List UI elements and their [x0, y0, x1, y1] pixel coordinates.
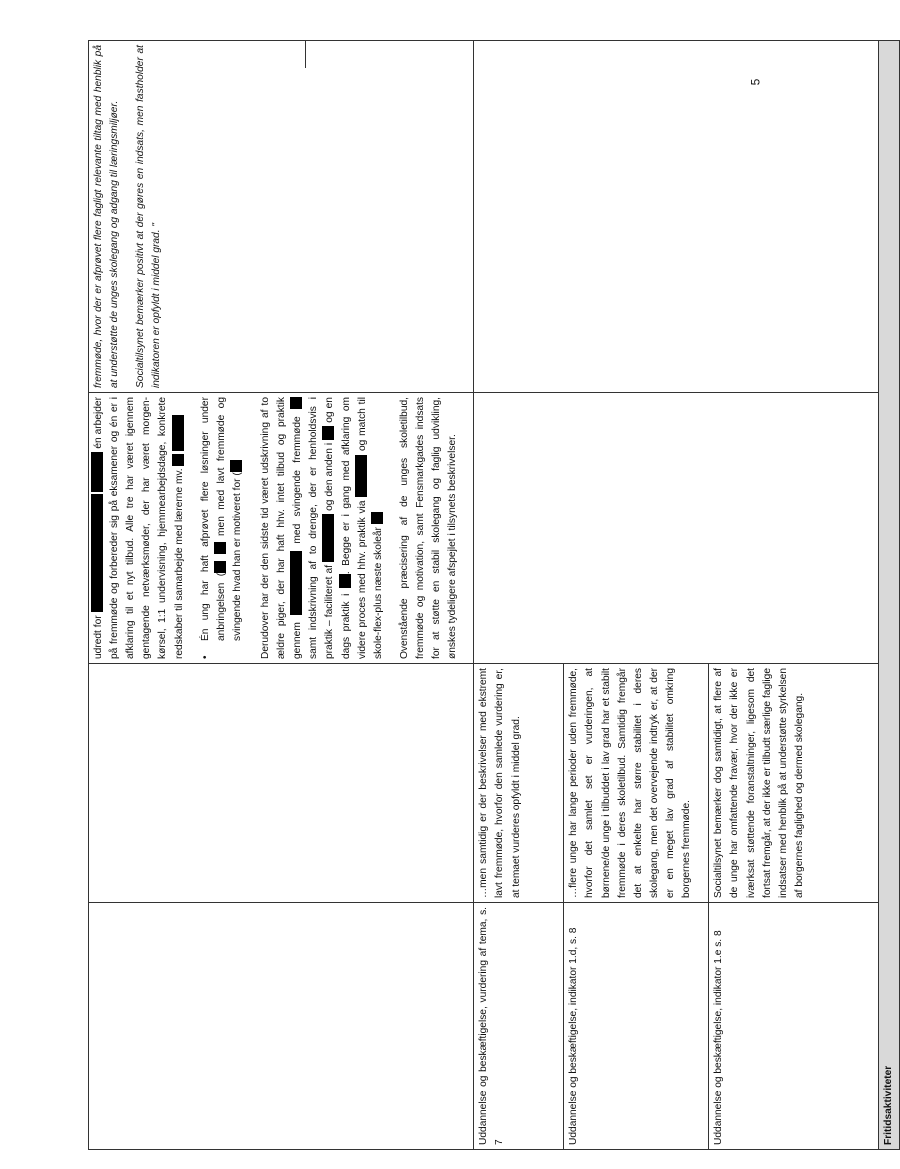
quote-cell: …men samtidig er der beskrivelser med ekstremt lavt fremmøde, hvorfor den samlede vurdering er, at temaet vurderes opfyldt i middel grad.: [474, 664, 564, 903]
redaction-box: [172, 454, 184, 466]
quote-cell: …flere unge har lange perioder uden fremmøde, hvorfor det samlet set er vurderingen, at børnene/de unge i tilbuddet i lav grad har et stabilt fremmøde i deres skoletilbud. Samtidig fremgår det at enkelte har større stabilitet i deres skolegang, men det overvejende indtryk er, at der er en meget lav grad af stabilitet omkring borgernes fremmøde.: [564, 664, 709, 903]
table-row: [474, 41, 564, 1150]
reference-cell: Uddannelse og beskæftigelse, indikator 1.d, s. 8: [564, 903, 709, 1150]
response-cell: [89, 41, 474, 393]
redaction-box: [290, 397, 302, 409]
rotated-table-wrapper: [88, 40, 895, 1150]
redaction-box: [172, 415, 184, 451]
section-row: [879, 41, 900, 1150]
redaction-box: [290, 551, 302, 615]
table-row: [89, 41, 474, 1150]
section-title: Fritidsaktiviteter: [879, 41, 900, 1150]
redaction-box: [322, 426, 334, 440]
evidence-paragraph: Ovenstående præcisering af de unges skoletilbud, fremmøde og motivation, samt Fensmarkgades indsats for at støtte en stabil skolegang og faglig udvikling, ønskes tydeligere afspejlet i tilsynets beskrivelser.: [398, 397, 459, 659]
quote-cell: [89, 664, 474, 903]
response-paragraph: fremmøde, hvor der er afprøvet flere fagligt relevante tiltag med henblik på at understøtte de unges skolegang og adgang til læringsmiljøer.: [93, 45, 121, 388]
redaction-box: [214, 561, 226, 573]
response-paragraph: Socialtilsynet bemærker positivt at der gøres en indsats, men fastholder at indikatoren er opfyldt i middel grad. ": [135, 45, 163, 388]
evidence-cell: [474, 393, 879, 664]
page-number: 5: [748, 78, 763, 86]
bullet-item: • Én ung har haft afprøvet flere løsninger under anbringelsen ( men med lavt fremmøde og svingende hvad han er motiveret for (: [199, 397, 243, 659]
redaction-box: [230, 460, 242, 472]
redaction-box: [371, 512, 383, 524]
redaction-box: [91, 494, 103, 612]
evidence-paragraph: udredt for én arbejder på fremmøde og forbereder sig på eksamener og én er i afklaring til et nyt tilbud. Alle tre har været igennem gentagende netværksmøder, der har været morgen-kørsel, 1:1 undervisning, hjemmearbejdsdage, konkrete redskaber til samarbejde med lærerne mv.: [93, 397, 185, 659]
reference-cell: [89, 903, 474, 1150]
redaction-box: [322, 514, 334, 562]
redaction-box: [355, 455, 367, 497]
response-cell: [474, 41, 879, 393]
evidence-cell: [89, 393, 474, 664]
redaction-box: [214, 542, 226, 554]
quote-cell: Socialtilsynet bemærker dog samtidigt, at flere af de unge har omfattende fravær, hvor der ikke er iværksat støttende foranstaltninger, ligesom det fortsat fremgår, at der ikke er tilbudt særlige faglige indsatser med henblik på at understøtte styrkelsen af borgernes faglighed og dermed skolegang.: [709, 664, 879, 903]
evidence-paragraph: Derudover har der den sidste tid været udskrivning af to ældre piger, der har haft hhv. intet tilbud og praktik gennem med svingende fremmøde samt indskrivning af to drenge, der er henholdsvis i praktik – faciliteret af og den anden i og en dags praktik i . Begge er i gang med afklaring om videre proces med hhv. praktik via og match til skole-flex-plus næste skoleår: [259, 397, 384, 659]
reference-cell: Uddannelse og beskæftigelse, vurdering af tema, s. 7: [474, 903, 564, 1150]
redaction-box: [91, 452, 103, 492]
redaction-box: [339, 574, 351, 588]
reference-cell: Uddannelse og beskæftigelse, indikator 1.e s. 8: [709, 903, 879, 1150]
hearing-response-table: [88, 40, 900, 1150]
